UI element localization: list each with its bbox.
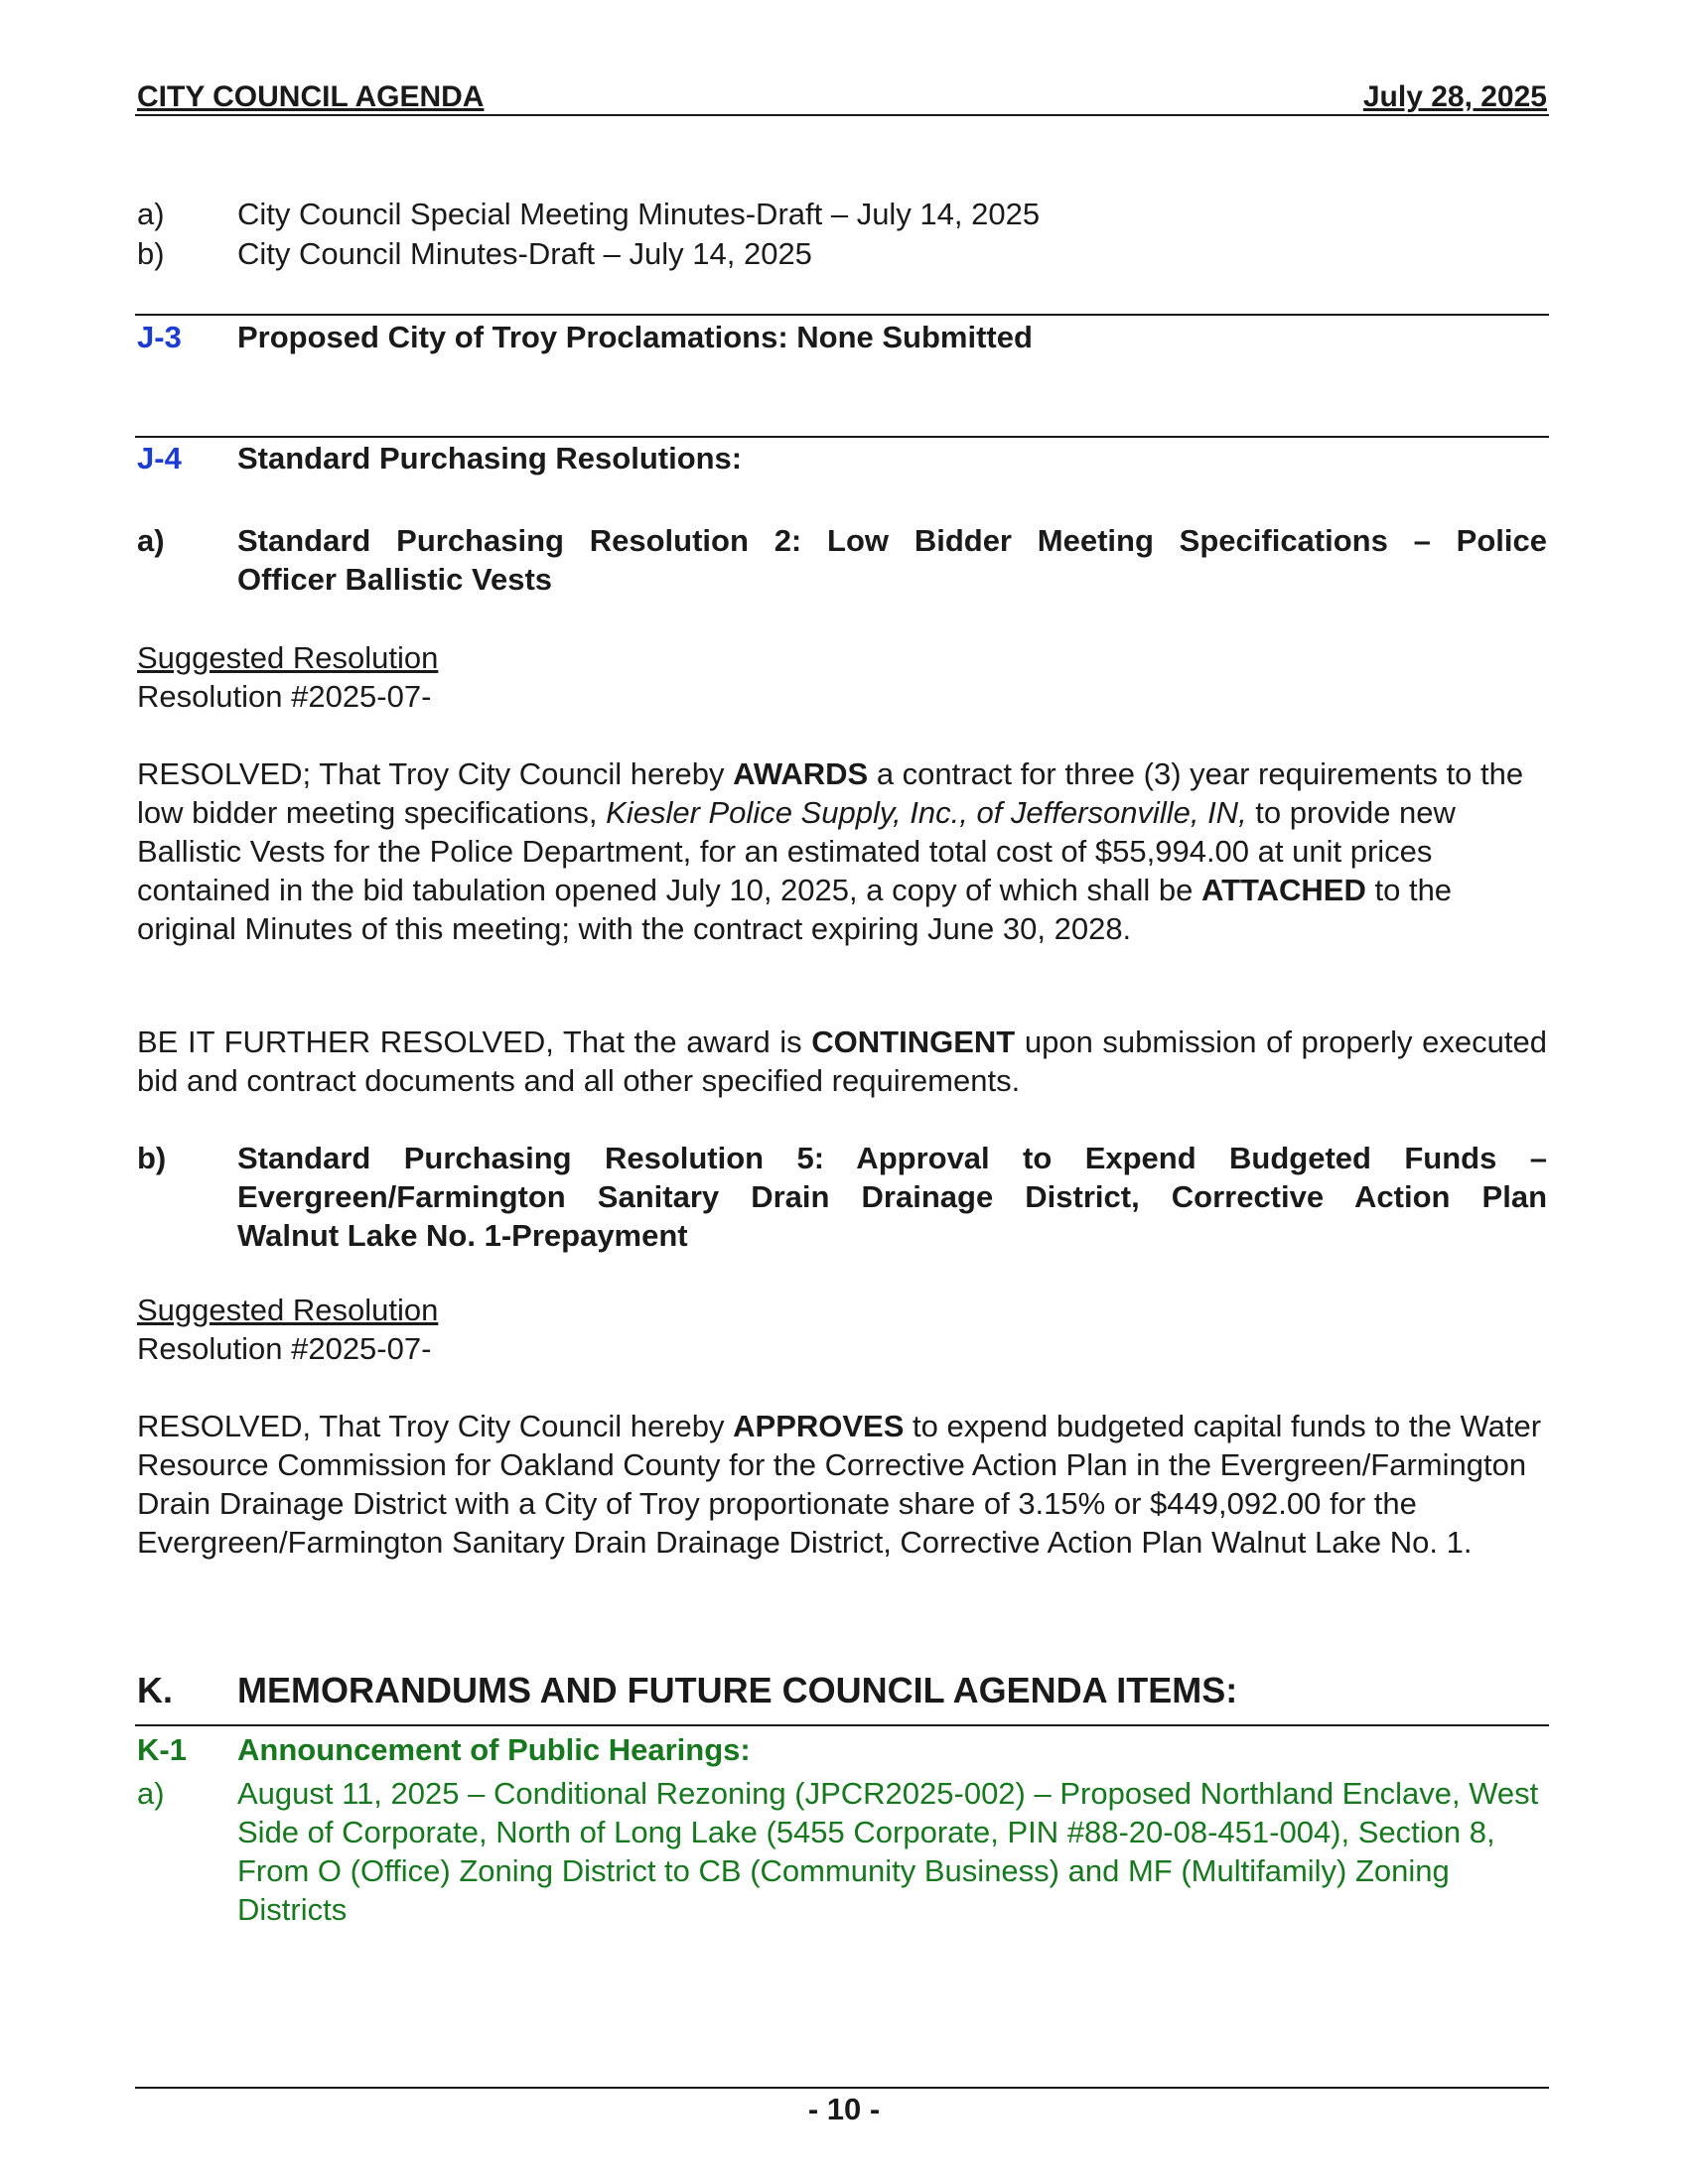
section-code: J-3 bbox=[137, 320, 182, 354]
section-rule bbox=[135, 314, 1549, 316]
section-rule bbox=[135, 436, 1549, 438]
page-header bbox=[137, 79, 1547, 115]
item-title-line: Walnut Lake No. 1-Prepayment bbox=[237, 1218, 688, 1253]
section-title: Proposed City of Troy Proclamations: None Submitted bbox=[237, 320, 1033, 354]
item-a-heading bbox=[137, 521, 1547, 601]
item-b-heading bbox=[137, 1139, 1547, 1258]
section-j4 bbox=[137, 439, 1547, 478]
page-number: - 10 - bbox=[807, 2092, 881, 2126]
resolution-text: RESOLVED, That Troy City Council hereby bbox=[137, 1409, 734, 1443]
resolution-keyword: APPROVES bbox=[733, 1409, 905, 1443]
list-item-label: b) bbox=[137, 236, 165, 271]
suggested-resolution-label: Suggested Resolution bbox=[137, 640, 439, 675]
resolution-text: a contract for three (3) year requirements to the low bidder meeting specifications, bbox=[137, 756, 1524, 830]
resolution-paragraph bbox=[137, 754, 1547, 948]
list-item bbox=[137, 195, 1547, 234]
section-k-heading bbox=[137, 1670, 1547, 1713]
resolution-text: RESOLVED; That Troy City Council hereby bbox=[137, 756, 734, 791]
suggested-resolution-block bbox=[137, 1291, 1567, 1368]
item-title-line: Evergreen/Farmington Sanitary Drain Drainage District, Corrective Action Plan bbox=[237, 1179, 1547, 1214]
public-hearing-text: August 11, 2025 – Conditional Rezoning (JPCR2025-002) – Proposed Northland Enclave, West Side of Corporate, North of Long Lake (5455 Corporate, PIN #88-20-08-451-004), Section 8, From O (Office) Zoning District to CB (Community Business) and MF (Multifamily) Zoning Districts bbox=[237, 1776, 1539, 1927]
resolution-number: Resolution #2025-07- bbox=[137, 679, 432, 714]
item-label: a) bbox=[137, 523, 165, 558]
header-rule bbox=[135, 114, 1549, 116]
section-j3 bbox=[137, 318, 1547, 357]
vendor-name: Kiesler Police Supply, Inc., of Jeffersonville, IN, bbox=[606, 795, 1247, 830]
list-item-text: City Council Minutes-Draft – July 14, 2025 bbox=[237, 236, 812, 271]
resolution-keyword: CONTINGENT bbox=[811, 1024, 1016, 1059]
resolution-keyword: ATTACHED bbox=[1200, 873, 1366, 907]
public-hearing-item bbox=[137, 1774, 1547, 1933]
section-title: MEMORANDUMS AND FUTURE COUNCIL AGENDA ITEMS: bbox=[237, 1670, 1238, 1710]
item-label: a) bbox=[137, 1776, 165, 1811]
resolution-number: Resolution #2025-07- bbox=[137, 1331, 432, 1366]
footer-rule bbox=[135, 2087, 1549, 2089]
item-label: b) bbox=[137, 1141, 167, 1175]
list-item-label: a) bbox=[137, 197, 165, 231]
resolution-paragraph bbox=[137, 1023, 1547, 1100]
section-rule bbox=[135, 1724, 1549, 1726]
list-item bbox=[137, 234, 1547, 274]
section-title: Standard Purchasing Resolutions: bbox=[237, 441, 743, 476]
resolution-keyword: AWARDS bbox=[733, 756, 869, 791]
item-title-line: Officer Ballistic Vests bbox=[237, 562, 553, 597]
section-code: J-4 bbox=[137, 441, 182, 476]
resolution-text: to provide new Ballistic Vests for the Police Department, for an estimated total cost of $55,994.00 at unit prices contained in the bid tabulation opened July 10, 2025, a copy of which shall be bbox=[137, 795, 1456, 907]
resolution-text: upon submission of properly executed bid and contract documents and all other specified requirements. bbox=[137, 1024, 1547, 1098]
agenda-date: July 28, 2025 bbox=[1362, 80, 1547, 113]
resolution-paragraph bbox=[137, 1407, 1572, 1562]
section-letter: K. bbox=[137, 1670, 173, 1710]
section-k1 bbox=[137, 1730, 1547, 1770]
resolution-text: to the original Minutes of this meeting; with the contract expiring June 30, 2028. bbox=[137, 873, 1453, 946]
section-title: Announcement of Public Hearings: bbox=[237, 1732, 751, 1767]
suggested-resolution-label: Suggested Resolution bbox=[137, 1293, 439, 1327]
suggested-resolution-block bbox=[137, 638, 1567, 716]
item-title-line: Standard Purchasing Resolution 2: Low Bidder Meeting Specifications – Police bbox=[237, 523, 1547, 558]
list-item-text: City Council Special Meeting Minutes-Draft – July 14, 2025 bbox=[237, 197, 1041, 231]
resolution-text: to expend budgeted capital funds to the Water Resource Commission for Oakland County for the Corrective Action Plan in the Evergreen/Farmington Drain Drainage District with a City of Troy proportionate share of 3.15% or $449,092.00 for the Evergreen/Farmington Sanitary Drain Drainage District, Corrective Action Plan Walnut Lake No. 1. bbox=[137, 1409, 1542, 1560]
item-title-line: Standard Purchasing Resolution 5: Approval to Expend Budgeted Funds – bbox=[237, 1141, 1547, 1175]
agenda-title: CITY COUNCIL AGENDA bbox=[137, 80, 485, 113]
section-code: K-1 bbox=[137, 1732, 187, 1767]
resolution-text: BE IT FURTHER RESOLVED, That the award is bbox=[137, 1024, 812, 1059]
